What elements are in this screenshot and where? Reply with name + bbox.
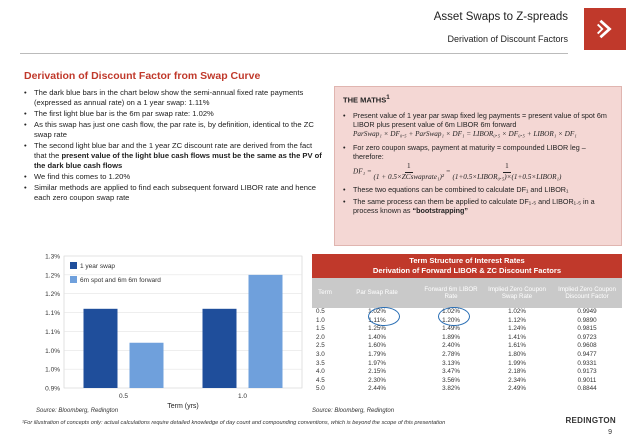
footnote: ¹For illustration of concepts only: actual calculations require detailed knowledge of day count and compounding conventions, which is beyond the scope of this presentation (22, 420, 446, 426)
bullet-item: • Similar methods are applied to find each subsequent forward LIBOR rate and hence each zero coupon swap rate (24, 183, 324, 203)
maths-bullet: • Present value of 1 year par swap fixed leg payments = present value of spot 6m LIBOR plus present value of 6m LIBOR 6m forward ParSwap₁ × DF₀.₅ + ParSwap₁ × DF₁ = LIBOR₀.₅ × DF₀.₅ + LIBOR₁ × DF₁ (343, 111, 613, 140)
table-cell: 0.9331 (577, 359, 597, 367)
table-cell: 0.5 (316, 308, 325, 315)
table-cell: 2.44% (368, 385, 386, 393)
legend-swatch (70, 262, 77, 269)
table-row (312, 325, 622, 334)
chart-source: Source: Bloomberg, Redington (36, 408, 119, 414)
y-tick-label: 0.9% (45, 385, 60, 393)
table-cell: 3.0 (316, 350, 325, 358)
table-cell: 1.40% (368, 333, 386, 341)
table-cell: 1.61% (508, 342, 526, 350)
x-tick-label: 0.5 (118, 393, 129, 400)
legend-label: 6m spot and 6m 6m forward (80, 277, 161, 284)
page-subtitle: Derivation of Discount Factors (447, 34, 568, 44)
table-row (312, 377, 622, 386)
table-cell: 1.20% (442, 316, 460, 324)
table-cell: 3.5 (316, 359, 325, 367)
header-divider (20, 53, 568, 54)
formula-discount-factor: DF₁ = $\frac{1}{\text{(1 + 0.5×ZCswaprate₁)²}}$ = $\frac{1}{\text{(1+0.5×LIBOR₀.₅)×(1+0.5×LIBOR₁)}}$ (353, 162, 562, 181)
table-cell: 2.18% (508, 368, 526, 376)
table-row (312, 360, 622, 369)
bullet-item (24, 141, 324, 171)
legend-swatch (70, 276, 77, 283)
table-cell: 3.82% (442, 385, 460, 393)
table-cell: 0.9723 (577, 333, 597, 341)
table-cell: 1.49% (442, 325, 460, 333)
table-cell: 1.41% (508, 333, 526, 341)
table-cell: 3.47% (442, 368, 460, 376)
table-cell: 2.49% (508, 385, 526, 393)
table-cell: 1.25% (368, 325, 386, 333)
y-tick-label: 1.2% (45, 291, 60, 299)
page-title: Asset Swaps to Z-spreads (433, 11, 568, 23)
table-cell: 1.99% (508, 359, 526, 367)
table-cell: 1.79% (368, 350, 386, 358)
x-tick-label: 1.0 (237, 393, 248, 400)
term-structure-table (312, 254, 622, 394)
bullet-list (24, 88, 324, 204)
y-tick-label: 1.3% (45, 253, 60, 261)
table-source: Source: Bloomberg, Redington (312, 408, 395, 414)
maths-bullet: • The same process can them be applied to calculate DF₁.₅ and LIBOR₁.₅ in a process known as “bootstrapping” (343, 197, 613, 216)
maths-bullet: • These two equations can be combined to calculate DF₁ and LIBOR₁ (343, 185, 613, 194)
table-cell: 0.9608 (577, 342, 597, 350)
table-cell: 1.12% (508, 316, 526, 324)
col-header-zc-rate: Implied Zero Coupon Swap Rate (488, 285, 546, 300)
col-header-term: Term (318, 289, 332, 297)
bullet-item: • The first light blue bar is the 6m par swap rate: 1.02% (24, 109, 324, 119)
table-cell: 0.9011 (577, 376, 597, 384)
col-header-forward-libor: Forward 6m LIBOR Rate (424, 285, 478, 300)
maths-box (334, 86, 622, 246)
logo-box (584, 8, 626, 50)
table-cell: 2.78% (442, 350, 460, 358)
table-cell: 1.02% (508, 308, 526, 315)
table-header-row (312, 278, 622, 308)
col-header-par-swap: Par Swap Rate (356, 289, 398, 297)
table-cell: 1.80% (508, 350, 526, 358)
maths-title: THE MATHS$^1$ (343, 94, 390, 105)
legend-label: 1 year swap (80, 263, 116, 270)
section-title: Derivation of Discount Factor from Swap Curve (24, 70, 261, 82)
bullet-bold-text: present value of the light blue cash flows must be the same as the PV of the dark blue cash flows (34, 151, 322, 170)
table-cell: 5.0 (316, 385, 325, 393)
table-cell: 4.5 (316, 376, 325, 384)
bar-spot-forward-0 (130, 343, 164, 388)
y-tick-label: 1.0% (45, 366, 60, 374)
table-cell: 1.11% (368, 316, 386, 324)
bar-one-year-swap-1 (203, 309, 237, 388)
bullet-item: • As this swap has just one cash flow, the par rate is, by definition, identical to the ZC swap rate (24, 120, 324, 140)
table-body (312, 308, 622, 394)
table-row (312, 342, 622, 351)
table-cell: 4.0 (316, 368, 325, 376)
table-cell: 1.60% (368, 342, 386, 350)
formula-par-swap: ParSwap₁ × DF₀.₅ + ParSwap₁ × DF₁ = LIBOR₀.₅ × DF₀.₅ + LIBOR₁ × DF₁ (353, 130, 577, 139)
table-cell: 1.97% (368, 359, 386, 367)
table-cell: 0.9815 (577, 325, 597, 333)
table-row (312, 368, 622, 377)
table-cell: 1.0 (316, 316, 325, 324)
highlight-par-rate (368, 307, 400, 326)
table-cell: 3.56% (442, 376, 460, 384)
table-cell: 2.30% (368, 376, 386, 384)
table-cell: 3.13% (442, 359, 460, 367)
brand-logo: REDINGTON (565, 416, 616, 425)
y-tick-label: 1.2% (45, 272, 60, 280)
x-axis-label: Term (yrs) (167, 403, 199, 410)
table-cell: 1.24% (508, 325, 526, 333)
table-cell: 0.9173 (577, 368, 597, 376)
maths-bullet: • For zero coupon swaps, payment at maturity = compounded LIBOR leg – therefore: DF₁ = $\frac{1}{\text{(1 + 0.5×ZCswaprate₁)²}}$ = $\frac{1}{\text{(1+0.5×LIBOR₀.₅)×(1+0.5×LIBOR₁)}}$ (343, 143, 613, 182)
bar-spot-forward-1 (249, 275, 283, 388)
table-row (312, 351, 622, 360)
table-cell: 0.9949 (577, 308, 597, 315)
table-cell: 1.89% (442, 333, 460, 341)
table-cell: 2.5 (316, 342, 325, 350)
bullet-text: The second light blue bar and the 1 year ZC discount rate are derived from the fact that the (34, 141, 313, 160)
table-cell: 0.9890 (577, 316, 597, 324)
bar-one-year-swap-0 (84, 309, 118, 388)
y-tick-label: 1.1% (45, 328, 60, 336)
y-tick-label: 1.0% (45, 347, 60, 355)
col-header-discount-factor: Implied Zero Coupon Discount Factor (558, 285, 616, 300)
highlight-forward-rate (438, 307, 470, 326)
table-cell: 2.34% (508, 376, 526, 384)
table-cell: 2.0 (316, 333, 325, 341)
table-cell: 1.02% (442, 308, 460, 315)
table-cell: 0.9477 (577, 350, 597, 358)
bullet-item: • The dark blue bars in the chart below show the semi-annual fixed rate payments (expressed as annual rate) on a 1 year swap: 1.11% (24, 88, 324, 108)
table-row (312, 385, 622, 394)
table-title: Term Structure of Interest Rates Derivation of Forward LIBOR & ZC Discount Factors (312, 254, 622, 278)
table-cell: 2.15% (368, 368, 386, 376)
bullet-item: • We find this comes to 1.20% (24, 172, 324, 182)
swap-bar-chart (24, 248, 308, 412)
page-number: 9 (608, 429, 612, 436)
table-cell: 1.5 (316, 325, 325, 333)
y-tick-label: 1.1% (45, 310, 60, 318)
table-cell: 1.02% (368, 308, 386, 315)
table-row (312, 334, 622, 343)
table-cell: 0.8844 (577, 385, 597, 393)
table-cell: 2.40% (442, 342, 460, 350)
chevron-right-icon (594, 18, 616, 40)
